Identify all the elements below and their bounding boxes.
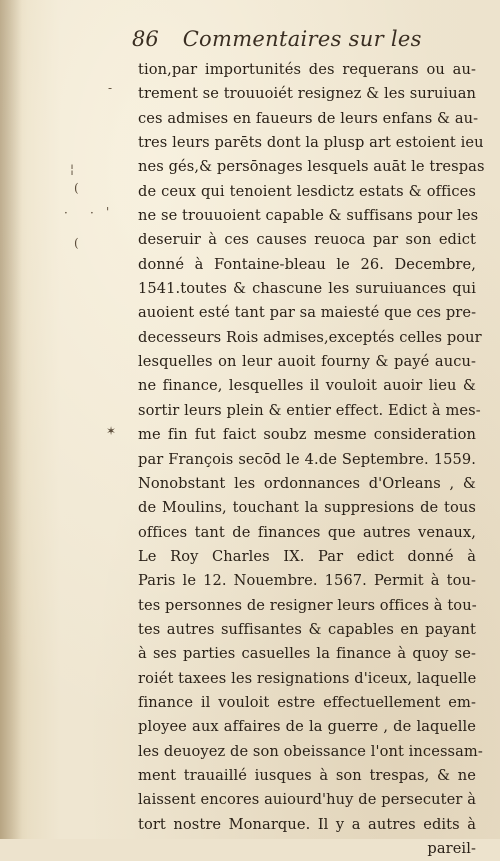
- text-line: Paris le 12. Nouembre. 1567. Permit à tou-: [138, 572, 476, 590]
- text-line: auoient esté tant par sa maiesté que ces pre-: [138, 304, 477, 322]
- margin-mark: ¦: [70, 162, 75, 176]
- binding-gutter: [0, 0, 22, 839]
- margin-mark: ✶: [106, 424, 117, 438]
- text-line: par François secōd le 4.de Septembre. 1559.: [138, 450, 476, 468]
- page-number: 86: [132, 27, 159, 51]
- text-line: ne finance, lesquelles il vouloit auoir lieu &: [138, 377, 476, 395]
- text-line: finance il vouloit estre effectuellement em-: [138, 693, 476, 711]
- margin-mark: ·: [90, 206, 94, 220]
- text-line: tion,par importunités des requerans ou au-: [138, 61, 476, 78]
- text-line: les deuoyez de son obeissance l'ont incessam-: [138, 742, 483, 760]
- text-line: ployee aux affaires de la guerre , de laquelle: [138, 718, 476, 736]
- text-line: à ses parties casuelles la finance à quoy se-: [138, 645, 476, 663]
- page-header: [132, 22, 432, 56]
- text-line: tes autres suffisantes & capables en payant: [138, 620, 476, 638]
- text-line: me fin fut faict soubz mesme consideration: [138, 426, 476, 444]
- margin-mark: -: [108, 81, 113, 95]
- catchword: pareil-: [427, 840, 476, 857]
- text-line: decesseurs Rois admises,exceptés celles pour: [138, 328, 482, 346]
- text-line: sortir leurs plein & entier effect. Edict à mes-: [138, 401, 481, 419]
- text-line: 1541.toutes & chascune les suruiuances qui: [138, 280, 476, 298]
- text-line: Nonobstant les ordonnances d'Orleans , &: [138, 474, 476, 492]
- text-line: ces admises en faueurs de leurs enfans & au-: [138, 109, 479, 127]
- text-line: trement se trouuoiét resignez & les suruiuan: [138, 85, 477, 103]
- text-line: lesquelles on leur auoit fourny & payé aucu-: [138, 353, 476, 371]
- text-line: de ceux qui tenoient lesdictz estats & offices: [138, 182, 476, 200]
- text-line: tres leurs parēts dont la plusp art estoient ieu: [138, 134, 484, 152]
- text-line: ne se trouuoient capable & suffisans pour les: [138, 207, 479, 225]
- text-line: de Moulins, touchant la suppresions de tous: [138, 499, 476, 517]
- text-line: nes gés,& persōnages lesquels auāt le trespas: [138, 158, 485, 176]
- text-line: roiét taxees les resignations d'iceux, laquelle: [138, 669, 477, 687]
- margin-mark: ·: [64, 206, 68, 220]
- text-line: Le Roy Charles IX. Par edict donné à: [138, 547, 476, 565]
- margin-mark: ': [106, 205, 110, 219]
- margin-mark: (: [74, 181, 79, 195]
- text-line: offices tant de finances que autres venaux,: [138, 523, 476, 541]
- text-line: deseruir à ces causes reuoca par son edict: [138, 231, 476, 249]
- running-title: Commentaires sur les: [182, 27, 422, 51]
- text-line: ment trauaillé iusques à son trespas, & ne: [138, 766, 476, 784]
- text-line: laissent encores auiourd'huy de persecuter à: [138, 791, 476, 809]
- text-line: donné à Fontaine-bleau le 26. Decembre,: [138, 255, 476, 273]
- body-text: [138, 58, 485, 861]
- text-line: tes personnes de resigner leurs offices à tou-: [138, 596, 477, 614]
- text-line: tort nostre Monarque. Il y a autres edits à: [138, 815, 476, 833]
- margin-mark: (: [74, 236, 79, 250]
